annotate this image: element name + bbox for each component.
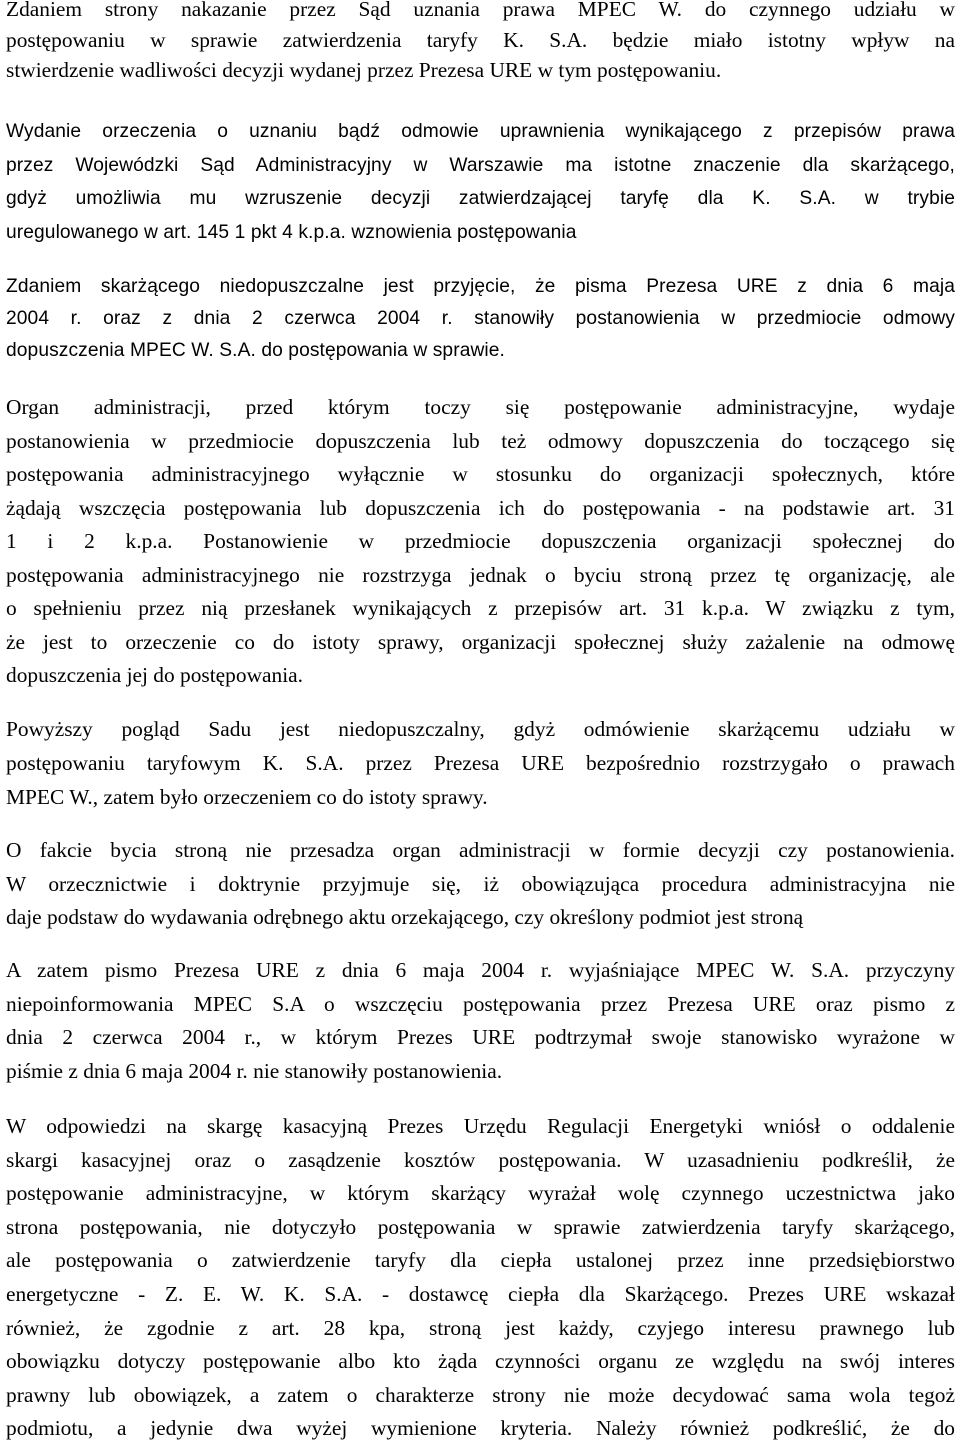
text-line: Organ administracji, przed którym toczy się postępowanie administracyjne, wydaje [6, 395, 955, 419]
text-line: obowiązku dotyczy postępowanie albo kto żąda czynności organu ze względu na swój interes [6, 1349, 955, 1374]
text-line: W odpowiedzi na skargę kasacyjną Prezes Urzędu Regulacji Energetyki wniósł o oddalenie [6, 1114, 955, 1138]
text-line: uregulowanego w art. 145 1 pkt 4 k.p.a. wznowienia postępowania [6, 221, 577, 243]
text-line: Powyższy pogląd Sadu jest niedopuszczalny, gdyż odmówienie skarżącemu udziału w [6, 717, 955, 741]
text-line: Wydanie orzeczenia o uznaniu bądź odmowie uprawnienia wynikającego z przepisów prawa [6, 121, 955, 142]
text-line: dopuszczenia jej do postępowania. [6, 663, 303, 687]
paragraph-8 [6, 1110, 955, 1446]
text-line: niepoinformowania MPEC S.A o wszczęciu postępowania przez Prezesa URE oraz pismo z [6, 991, 955, 1016]
paragraph-5 [6, 712, 955, 814]
paragraph-1 [6, 0, 955, 86]
text-line: ale postępowania o zatwierdzenie taryfy dla ciepła ustalonej przez inne przedsiębiorstwo [6, 1248, 955, 1273]
text-line: o spełnieniu przez nią przesłanek wynikających z przepisów art. 31 k.p.a. W związku z tym, [6, 596, 955, 620]
text-line: energetyczne - Z. E. W. K. S.A. - dostawcę ciepła dla Skarżącego. Prezes URE wskazał [6, 1281, 955, 1306]
paragraph-6 [6, 834, 955, 935]
text-line: daje podstaw do wydawania odrębnego aktu orzekającego, czy określony podmiot jest stroną [6, 905, 804, 929]
text-line: strona postępowania, nie dotyczyło postępowania w sprawie zatwierdzenia taryfy skarżącego, [6, 1214, 955, 1239]
text-line: Zdaniem strony nakazanie przez Sąd uznania prawa MPEC W. do czynnego udziału w [6, 0, 955, 21]
text-line: 1 i 2 k.p.a. Postanowienie w przedmiocie dopuszczenia organizacji społecznej do [6, 529, 955, 553]
text-line: skargi kasacyjnej oraz o zasądzenie kosztów postępowania. W uzasadnieniu podkreślił, że [6, 1147, 955, 1172]
text-line: również, że zgodnie z art. 28 kpa, stroną jest każdy, czyjego interesu prawnego lub [6, 1315, 955, 1340]
paragraph-7 [6, 954, 955, 1089]
text-line: postępowanie administracyjne, w którym skarżący wyrażał wolę czynnego uczestnictwa jako [6, 1181, 955, 1206]
paragraph-3 [6, 271, 955, 367]
text-line: O fakcie bycia stroną nie przesadza organ administracji w formie decyzji czy postanowienia. [6, 838, 955, 862]
text-line: postępowania administracyjnego nie rozstrzyga jednak o byciu stroną przez tę organizację, ale [6, 562, 955, 587]
text-line: dopuszczenia MPEC W. S.A. do postępowania w sprawie. [6, 340, 505, 361]
text-line: żądają wszczęcia postępowania lub dopuszczenia ich do postępowania - na podstawie art. 31 [6, 495, 955, 520]
paragraph-4 [6, 391, 955, 693]
text-line: postępowania administracyjnego wyłącznie w stosunku do organizacji społecznych, które [6, 462, 955, 486]
text-line: prawny lub obowiązek, a zatem o charakterze strony nie może decydować sama wola tegoż [6, 1382, 955, 1407]
text-line: stwierdzenie wadliwości decyzji wydanej przez Prezesa URE w tym postępowaniu. [6, 58, 722, 83]
text-line: że jest to orzeczenie co do istoty sprawy, organizacji społecznej służy zażalenie na odmowę [6, 629, 955, 654]
text-line: MPEC W., zatem było orzeczeniem co do istoty sprawy. [6, 785, 488, 809]
paragraph-2 [6, 115, 955, 249]
text-line: piśmie z dnia 6 maja 2004 r. nie stanowiły postanowienia. [6, 1059, 503, 1084]
text-line: postępowaniu taryfowym K. S.A. przez Prezesa URE bezpośrednio rozstrzygało o prawach [6, 751, 955, 775]
text-line: Zdaniem skarżącego niedopuszczalne jest przyjęcie, że pisma Prezesa URE z dnia 6 maja [6, 276, 955, 297]
text-line: podmiotu, a jedynie dwa wyżej wymienione kryteria. Należy również podkreślić, że do [6, 1416, 955, 1441]
text-line: postępowaniu w sprawie zatwierdzenia taryfy K. S.A. będzie miało istotny wpływ na [6, 27, 955, 52]
text-line: dnia 2 czerwca 2004 r., w którym Prezes URE podtrzymał swoje stanowisko wyrażone w [6, 1025, 955, 1050]
text-line: A zatem pismo Prezesa URE z dnia 6 maja 2004 r. wyjaśniające MPEC W. S.A. przyczyny [6, 958, 955, 982]
text-line: postanowienia w przedmiocie dopuszczenia lub też odmowy dopuszczenia do toczącego się [6, 428, 955, 453]
text-line: przez Wojewódzki Sąd Administracyjny w Warszawie ma istotne znaczenie dla skarżącego, [6, 154, 955, 176]
text-line: W orzecznictwie i doktrynie przyjmuje się, iż obowiązująca procedura administracyjna nie [6, 871, 955, 896]
text-line: 2004 r. oraz z dnia 2 czerwca 2004 r. stanowiły postanowienia w przedmiocie odmowy [6, 308, 955, 329]
text-line: gdyż umożliwia mu wzruszenie decyzji zatwierdzającej taryfę dla K. S.A. w trybie [6, 188, 955, 209]
